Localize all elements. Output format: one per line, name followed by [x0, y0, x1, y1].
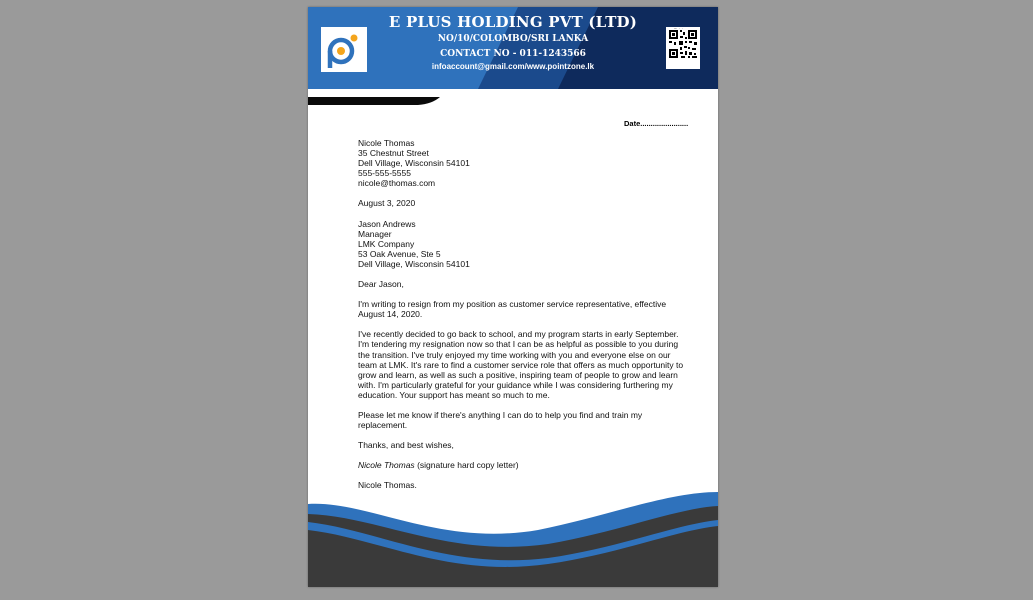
- qr-code: [666, 27, 700, 69]
- letter-body: [358, 138, 688, 500]
- sender-address: [358, 138, 688, 188]
- recipient-line: Manager: [358, 228, 392, 239]
- paragraph: I'm writing to resign from my position as customer service representative, effective August 14, 2020.: [358, 299, 667, 320]
- sender-line: nicole@thomas.com: [358, 178, 436, 189]
- sender-line: 35 Chestnut Street: [358, 148, 429, 159]
- printed-name: Nicole Thomas.: [358, 480, 417, 491]
- sender-line: 555-555-5555: [358, 168, 411, 179]
- signature-name: Nicole Thomas: [358, 460, 415, 471]
- company-contact: CONTACT NO - 011-1243566: [440, 49, 586, 59]
- company-email-web: infoaccount@gmail.com/www.pointzone.lk: [431, 62, 595, 71]
- recipient-line: Dell Village, Wisconsin 54101: [358, 258, 470, 269]
- sender-line: Nicole Thomas: [358, 138, 415, 148]
- salutation: Dear Jason,: [358, 279, 404, 290]
- closing: Thanks, and best wishes,: [358, 440, 454, 451]
- company-name: E PLUS HOLDING PVT (LTD): [388, 13, 638, 31]
- company-logo: [321, 27, 367, 72]
- paragraph: Please let me know if there's anything I can do to help you find and train my replacement.: [358, 409, 643, 431]
- signature-line: [358, 460, 688, 470]
- date-field: Date.......................: [624, 119, 689, 128]
- paragraph: I've recently decided to go back to school, and my program starts in early September. I'm tendering my resignation now so that I can be as helpful as possible to you during the transition. I've truly enjoyed my time working with you and everyone else on our team at LMK. It's rare to find a customer service role that offers as much opportunity to grow and learn, as well as such a positive, inspiring team of people to grow and learn with. I'm particularly grateful for your guidance while I was considering furthering my education. Your support has meant so much to me.: [358, 329, 684, 400]
- recipient-address: [358, 219, 688, 269]
- recipient-line: Jason Andrews: [358, 218, 416, 229]
- sender-line: Dell Village, Wisconsin 54101: [358, 158, 470, 169]
- signature-note: (signature hard copy letter): [417, 460, 519, 471]
- company-logo-icon: [321, 27, 367, 72]
- letter-page: [308, 7, 718, 587]
- recipient-line: 53 Oak Avenue, Ste 5: [358, 248, 441, 259]
- footer-wave: [308, 492, 718, 587]
- letter-date: August 3, 2020: [358, 198, 416, 209]
- company-address: NO/10/COLOMBO/SRI LANKA: [437, 34, 589, 44]
- letterhead: [308, 7, 718, 89]
- recipient-line: LMK Company: [358, 238, 415, 249]
- qr-code-icon: [666, 27, 700, 61]
